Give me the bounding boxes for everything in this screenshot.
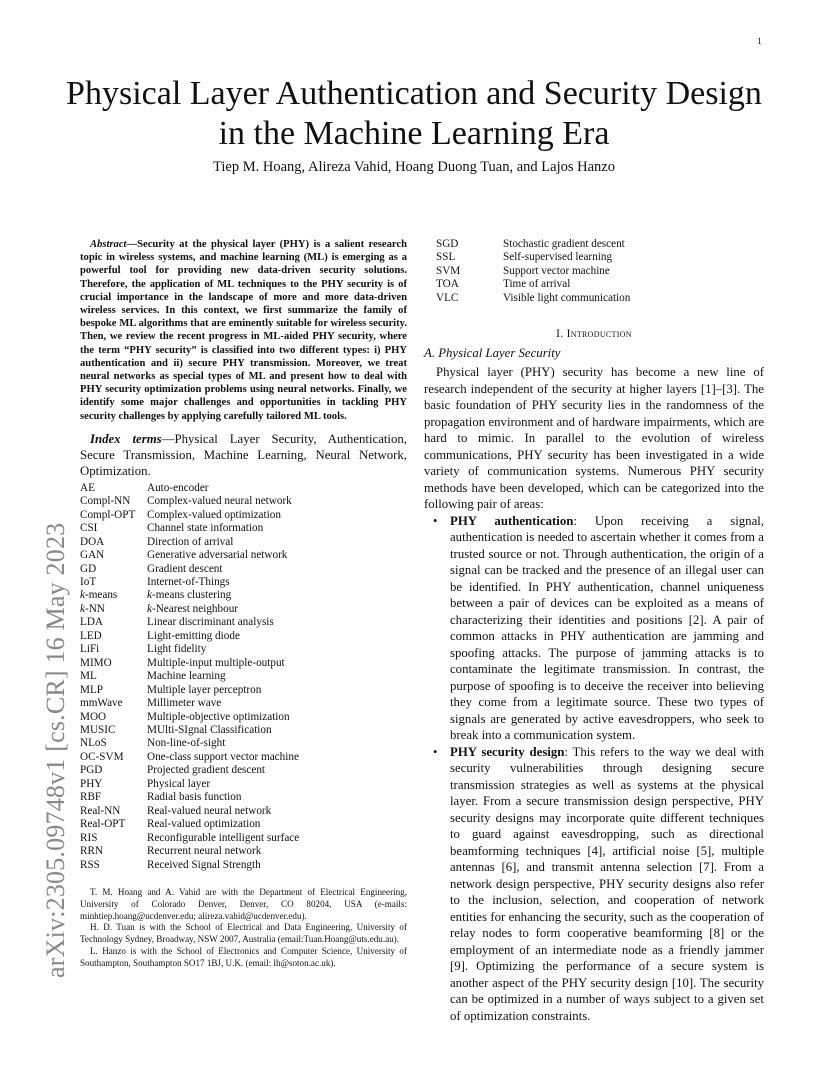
acronym-row (80, 845, 299, 858)
footnote-hoang-vahid: T. M. Hoang and A. Vahid are with the Department of Electrical Engineering, University of Colorado Denver, Denver, CO 80204, USA (e-mails: minhtiep.hoang@ucdenver.edu; alireza.vahid@ucdenver.edu). (80, 886, 407, 921)
acronym-definition: Stochastic gradient descent (503, 238, 625, 250)
abstract-text: —Security at the physical layer (PHY) is a salient research topic in wireless systems, and machine learning (ML) is emerging as a powerful tool for providing new data-driven security solutions. Therefore, the application of ML techniques to the PHY security is of crucial importance in the landscape of more and more data-driven wireless services. In this context, we first summarize the family of bespoke ML algorithms that are eminently suitable for wireless security. Then, we review the recent progress in ML-aided PHY security, where the term “PHY security” is classified into two different types: i) PHY authentication and ii) secure PHY transmission. Moreover, we treat neural networks as special types of ML and present how to deal with PHY security optimization problems using neural networks. Finally, we identify some major challenges and opportunities in tackling PHY security challenges by applying carefully tailored ML tools. (80, 239, 407, 422)
acronym-abbreviation: mmWave (80, 697, 123, 710)
footnote-hanzo: L. Hanzo is with the School of Electronics and Computer Science, University of Southampton, Southampton SO17 1BJ, U.K. (email: lh@soton.ac.uk). (80, 945, 407, 968)
acronym-definition: Reconfigurable intelligent surface (147, 831, 300, 844)
acronym-definition: Multiple layer perceptron (147, 683, 262, 696)
bullet-list (424, 513, 764, 1025)
acronym-abbreviation: SSL (436, 251, 456, 264)
acronym-abbreviation: TOA (436, 278, 459, 291)
acronym-abbreviation: ML (80, 670, 97, 683)
acronym-row (80, 859, 299, 872)
acronym-abbreviation: LDA (80, 616, 103, 629)
acronym-row (80, 482, 299, 495)
acronym-abbreviation: GD (80, 562, 97, 575)
acronym-abbreviation: Real-NN (80, 804, 121, 817)
acronym-definition: Machine learning (147, 670, 226, 683)
acronym-row (80, 630, 299, 643)
acronym-definition: k-Nearest neighbour (147, 602, 239, 615)
acronym-abbreviation: GAN (80, 549, 105, 562)
acronym-definition: Channel state information (147, 522, 264, 535)
acronym-row (80, 589, 299, 602)
right-column (424, 238, 764, 1024)
intro-paragraph: Physical layer (PHY) security has become a new line of research independent of the security at higher layers [1]–[3]. The basic foundation of PHY security lies in the randomness of the propagation environment and of hardware impairments, which are hard to mimic. In parallel to the evolution of wireless communications, PHY security has been investigated in a wide variety of communication systems. Numerous PHY security methods have been developed, which can be categorized into the following pair of areas: (424, 365, 764, 512)
acronym-definition: Radial basis function (147, 791, 242, 804)
acronym-definition: Recurrent neural network (147, 845, 262, 858)
acronym-row (436, 292, 630, 305)
bullet-dot-icon: • (433, 744, 438, 759)
acronym-abbreviation: CSI (80, 522, 98, 535)
acronym-definition: Light-emitting diode (147, 629, 240, 642)
arxiv-identifier-text: arXiv:2305.09748v1 [cs.CR] 16 May 2023 (41, 522, 70, 978)
acronym-abbreviation: AE (80, 481, 95, 494)
abstract (80, 238, 407, 423)
acronym-abbreviation: RRN (80, 845, 104, 858)
acronym-row (80, 751, 299, 764)
acronym-abbreviation: k-means (80, 589, 118, 602)
acronym-abbreviation: MUSIC (80, 724, 116, 736)
acronym-abbreviation: MLP (80, 683, 104, 696)
acronym-abbreviation: Compl-NN (80, 495, 131, 508)
page-number: 1 (757, 36, 762, 46)
index-terms-label: Index terms (90, 431, 162, 446)
acronym-definition: Physical layer (147, 777, 211, 790)
acronym-row (80, 522, 299, 535)
title-line-2: in the Machine Learning Era (218, 115, 610, 152)
acronym-abbreviation: SVM (436, 264, 461, 277)
acronym-abbreviation: DOA (80, 535, 105, 548)
acronym-definition: Complex-valued optimization (147, 508, 281, 521)
left-column (80, 238, 407, 970)
acronym-row (80, 536, 299, 549)
acronym-row (80, 563, 299, 576)
title-line-1: Physical Layer Authentication and Security Design (66, 75, 762, 112)
acronym-row (80, 697, 299, 710)
acronym-definition: Multiple-objective optimization (147, 710, 290, 723)
acronym-definition: MUlti-SIgnal Classification (147, 724, 272, 736)
acronym-abbreviation: OC-SVM (80, 750, 124, 763)
acronym-abbreviation: RSS (80, 858, 100, 871)
acronym-table-continued (436, 238, 630, 305)
acronym-definition: Real-valued optimization (147, 818, 261, 831)
index-terms-text: —Physical Layer Security, Authentication, Secure Transmission, Machine Learning, Neural Network, Optimization. (80, 431, 407, 478)
acronym-abbreviation: IoT (80, 576, 97, 589)
bullet-phy-security-design (424, 744, 764, 1025)
acronym-abbreviation: VLC (436, 291, 459, 304)
acronym-abbreviation: PHY (80, 777, 103, 790)
acronym-table (80, 482, 299, 872)
acronym-definition: Linear discriminant analysis (147, 616, 274, 629)
acronym-abbreviation: PGD (80, 764, 103, 777)
acronym-abbreviation: RBF (80, 791, 102, 804)
acronym-row (436, 238, 630, 251)
acronym-definition: Auto-encoder (147, 481, 209, 494)
bullet-label: PHY authentication (450, 513, 574, 528)
acronym-definition: Light fidelity (147, 643, 207, 656)
acronym-row (80, 549, 299, 562)
acronym-row (80, 737, 299, 750)
author-list: Tiep M. Hoang, Alireza Vahid, Hoang Duong Tuan, and Lajos Hanzo (213, 159, 615, 175)
acronym-definition: Self-supervised learning (503, 251, 613, 264)
acronym-row (436, 251, 630, 264)
acronym-row (80, 603, 299, 616)
bullet-dot-icon: • (433, 513, 438, 528)
acronym-definition: Multiple-input multiple-output (147, 656, 285, 669)
bullet-text: : This refers to the way we deal with security vulnerabilities through designing secure transmission strategies as well as systems at the physical layer. From a secure transmission design perspective, PHY security designs may incorporate quite different techniques to guard against eavesdropping, such as directional beamforming techniques [4], artificial noise [5], multiple antennas [6], and transmit antenna selection [7]. From a network design perspective, PHY security designs also refer to the inclusion, selection, and cooperation of network entities for enhancing the security, such as the cooperation of relay nodes to form cooperative beamforming [8] or the employment of an intermediate node as a friendly jammer [9]. Optimizing the performance of a secure system is another aspect of the PHY security design [10]. The security can be optimized in a number of ways subject to a given set of optimization constraints. (450, 744, 764, 1023)
acronym-definition: One-class support vector machine (147, 750, 299, 763)
acronym-definition: Complex-valued neural network (147, 495, 292, 508)
acronym-row (80, 818, 299, 831)
acronym-abbreviation: MIMO (80, 656, 112, 669)
acronym-definition: Generative adversarial network (147, 549, 288, 562)
acronym-definition: Real-valued neural network (147, 804, 272, 817)
acronym-row (80, 684, 299, 697)
acronym-definition: Visible light communication (503, 291, 631, 304)
acronym-definition: Time of arrival (503, 278, 571, 291)
acronym-row (436, 265, 630, 278)
acronym-row (80, 764, 299, 777)
acronym-abbreviation: LiFi (80, 643, 100, 656)
acronym-definition: Non-line-of-sight (147, 737, 226, 750)
acronym-abbreviation: SGD (436, 238, 459, 250)
acronym-row (436, 278, 630, 291)
acronym-definition: Direction of arrival (147, 535, 234, 548)
author-affiliation-footnotes (80, 887, 407, 970)
acronym-abbreviation: NLoS (80, 737, 107, 750)
acronym-row (80, 724, 299, 737)
footnote-tuan: H. D. Tuan is with the School of Electrical and Data Engineering, University of Technology Sydney, Broadway, NSW 2007, Australia (email:Tuan.Hoang@uts.edu.au). (80, 922, 407, 945)
acronym-definition: Millimeter wave (147, 697, 222, 710)
subsection-heading: A. Physical Layer Security (424, 346, 561, 361)
acronym-row (80, 509, 299, 522)
acronym-definition: Projected gradient descent (147, 764, 266, 777)
acronym-row (80, 643, 299, 656)
acronym-abbreviation: RIS (80, 831, 98, 844)
acronym-row (80, 778, 299, 791)
acronym-row (80, 711, 299, 724)
arxiv-identifier-stamp (38, 278, 74, 978)
index-terms (80, 431, 407, 479)
acronym-row (80, 791, 299, 804)
acronym-abbreviation: Compl-OPT (80, 508, 136, 521)
acronym-abbreviation: LED (80, 629, 102, 642)
acronym-definition: Internet-of-Things (147, 576, 230, 589)
acronym-definition: Received Signal Strength (147, 858, 261, 871)
acronym-row (80, 495, 299, 508)
acronym-row (80, 832, 299, 845)
paper-title (0, 74, 828, 154)
bullet-phy-authentication (424, 513, 764, 744)
acronym-definition: Gradient descent (147, 562, 223, 575)
acronym-abbreviation: MOO (80, 710, 107, 723)
acronym-abbreviation: k-NN (80, 602, 105, 615)
acronym-row (80, 576, 299, 589)
acronym-row (80, 657, 299, 670)
acronym-row (80, 670, 299, 683)
acronym-row (80, 805, 299, 818)
acronym-definition: Support vector machine (503, 264, 610, 277)
acronym-abbreviation: Real-OPT (80, 818, 126, 831)
acronym-definition: k-means clustering (147, 589, 232, 602)
acronym-row (80, 616, 299, 629)
abstract-label: Abstract (90, 239, 127, 250)
bullet-label: PHY security design (450, 744, 565, 759)
bullet-text: : Upon receiving a signal, authentication is needed to ascertain whether it comes from a trusted source or not. Through authentication, the origin of a signal can be tracked and the presence of an illegal user can be identified. In PHY authentication, channel uniqueness between a pair of devices can be exploited as a means of characterizing their identities and positions [2]. A pair of common attacks in PHY authentication are jamming and spoofing attacks. The purpose of jamming attacks is to contaminate the legitimate transmission. In contrast, the purpose of spoofing is to deceive the receiver into believing they come from a legitimate source. These two types of signals are generated by active eavesdroppers, who seek to break into a communication system. (450, 513, 765, 743)
section-heading: I. Introduction (556, 328, 632, 341)
